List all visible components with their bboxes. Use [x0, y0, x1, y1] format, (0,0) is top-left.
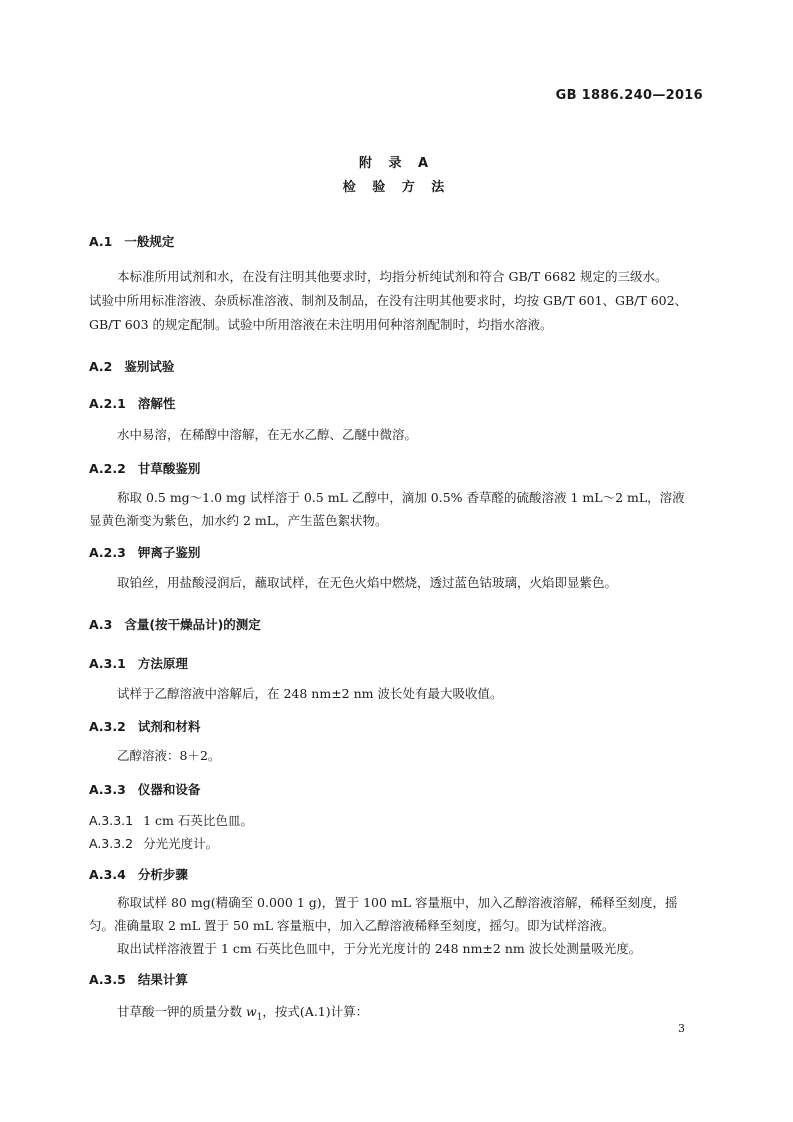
paragraph-line: 乙醇溶液：8＋2。	[117, 748, 221, 763]
section-title: 鉴别试验	[124, 359, 175, 374]
section-number: A.3.4	[89, 867, 126, 882]
section-title: 分析步骤	[137, 867, 188, 882]
paragraph-line: 匀。准确量取 2 mL 置于 50 mL 容量瓶中，加入乙醇溶液稀释至刻度，摇匀。即为试样溶液。	[89, 918, 615, 933]
section-number: A.3.2	[89, 719, 126, 734]
paragraph-line	[117, 1000, 705, 1030]
section-heading-a31	[89, 654, 188, 672]
section-title: 溶解性	[137, 396, 176, 411]
section-title: 仪器和设备	[137, 782, 201, 797]
section-number: A.2	[89, 359, 113, 374]
paragraph-line: 取铂丝，用盐酸浸润后，蘸取试样，在无色火焰中燃烧，透过蓝色钴玻璃，火焰即显紫色。	[117, 575, 618, 590]
paragraph-line: 取出试样溶液置于 1 cm 石英比色皿中，于分光光度计的 248 nm±2 nm 波长处测量吸光度。	[117, 941, 642, 956]
section-title: 含量(按干燥品计)的测定	[124, 617, 261, 632]
item-text: 1 cm 石英比色皿。	[143, 813, 253, 828]
standard-number: GB 1886.240—2016	[555, 88, 703, 103]
text-before: 甘草酸一钾的质量分数	[117, 1004, 246, 1019]
annex-subtitle: 检 验 方 法	[342, 180, 451, 195]
paragraph-line: 本标准所用试剂和水，在没有注明其他要求时，均指分析纯试剂和符合 GB/T 6682 规定的三级水。	[117, 269, 668, 284]
section-number: A.3.3	[89, 782, 126, 797]
mass-fraction-subscript: 1	[256, 1012, 263, 1023]
paragraph-line: 称取试样 80 mg(精确至 0.000 1 g)，置于 100 mL 容量瓶中，加入乙醇溶液溶解，稀释至刻度，摇	[117, 895, 678, 910]
section-number: A.2.1	[89, 396, 126, 411]
section-number: A.2.2	[89, 461, 126, 476]
section-heading-a34	[89, 865, 188, 883]
paragraph-line: 水中易溶，在稀醇中溶解，在无水乙醇、乙醚中微溶。	[117, 427, 418, 442]
section-heading-a22	[89, 459, 200, 477]
section-title: 一般规定	[124, 234, 175, 249]
list-item	[89, 811, 253, 829]
section-number: A.3.1	[89, 656, 126, 671]
paragraph-line: GB/T 603 的规定配制。试验中所用溶液在未注明用何种溶剂配制时，均指水溶液。	[89, 317, 553, 332]
section-number: A.3.5	[89, 972, 126, 987]
text-after: ，按式(A.1)计算：	[262, 1004, 369, 1019]
paragraph-line: 称取 0.5 mg～1.0 mg 试样溶于 0.5 mL 乙醇中，滴加 0.5% 香草醛的硫酸溶液 1 mL～2 mL，溶液	[117, 490, 685, 505]
mass-fraction-symbol: w	[245, 1004, 257, 1019]
item-number: A.3.3.1	[89, 813, 134, 828]
section-heading-a1	[89, 232, 174, 250]
item-text: 分光光度计。	[143, 836, 219, 851]
section-title: 甘草酸鉴别	[137, 461, 201, 476]
section-title: 方法原理	[137, 656, 188, 671]
section-title: 试剂和材料	[137, 719, 201, 734]
item-number: A.3.3.2	[89, 836, 134, 851]
section-title: 钾离子鉴别	[137, 545, 201, 560]
section-heading-a2	[89, 357, 174, 375]
section-number: A.1	[89, 234, 113, 249]
section-heading-a21	[89, 394, 175, 412]
page-number: 3	[678, 1022, 685, 1035]
section-heading-a23	[89, 543, 200, 561]
paragraph-line: 试样于乙醇溶液中溶解后，在 248 nm±2 nm 波长处有最大吸收值。	[117, 686, 503, 701]
section-heading-a35	[89, 970, 188, 988]
section-heading-a33	[89, 780, 200, 798]
paragraph-line: 显黄色渐变为紫色，加水约 2 mL，产生蓝色絮状物。	[89, 513, 388, 528]
section-number: A.3	[89, 617, 113, 632]
paragraph-line: 试验中所用标准溶液、杂质标准溶液、制剂及制品，在没有注明其他要求时，均按 GB/T 601、GB/T 602、	[89, 293, 688, 308]
section-heading-a32	[89, 717, 200, 735]
section-number: A.2.3	[89, 545, 126, 560]
annex-title: 附 录 A	[358, 156, 435, 171]
list-item	[89, 834, 218, 852]
section-heading-a3	[89, 615, 261, 633]
section-title: 结果计算	[137, 972, 188, 987]
